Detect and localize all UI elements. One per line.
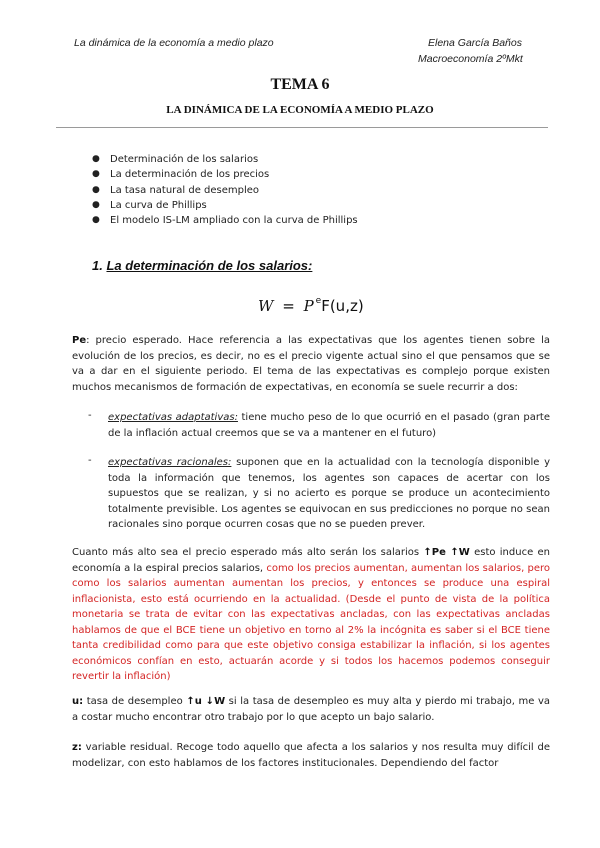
expectation-rational: expectativas racionales: suponen que en la actualidad con la tecnología disponible y toda la información que tenemos, los agentes son capaces de acertar con los supuestos que se realizan, y si no acierto es porque se produce un acontecimiento totalmente previsible. Los agentes se equivocan en sus predicciones no porque no sean racionales sino porque ocurren cosas que no se pueden prever. — [108, 457, 550, 530]
dash-marker: - — [88, 410, 92, 421]
expectation-adaptive: expectativas adaptativas: tiene mucho peso de lo que ocurrió en el pasado (gran parte de la inflación actual creemos que se va a mantener en el futuro) — [108, 412, 551, 439]
wage-equation: W = P $^e$F(u,z) — [258, 296, 364, 315]
list-item: ● La tasa natural de desempleo — [92, 183, 512, 198]
page-title: TEMA 6 — [270, 76, 330, 93]
bullet-icon: ● — [92, 199, 100, 210]
list-item: ● La curva de Phillips — [92, 198, 512, 213]
bullet-icon: ● — [92, 215, 100, 226]
section-number: 1. — [92, 258, 103, 273]
bullet-icon: ● — [92, 184, 100, 195]
bullet-icon: ● — [92, 154, 100, 164]
list-item: ● La determinación de los precios — [92, 167, 512, 182]
section-heading — [92, 258, 312, 273]
topic-list — [92, 152, 512, 228]
price-paragraph: Cuanto más alto sea el precio esperado más alto serán los salarios ↑Pe ↑W esto induce en economía a la espiral precios salarios, como los precios aumentan, aumentan los salarios, pero como los salarios aumentan aumentan los precios, y entonces se produce una espiral inflacionista, esto está ocurriendo en la actualidad. (Desde el punto de vista de la política monetaria se trata de evitar con las expectativas ancladas, con las expectativas ancladas hablamos de que el BCE tiene un objetivo en torno al 2% la incógnita es saber si el BCE tiene tanta credibilidad como para que este objetivo consiga estabilizar la inflación, si los agentes económicos confían en esto, actuarán acorde y si todos los hacemos podemos conseguir revertir la inflación) — [72, 547, 550, 682]
header-course: Macroeconomía 2ºMkt — [418, 53, 523, 65]
bullet-icon: ● — [92, 169, 100, 180]
dash-marker: - — [88, 455, 92, 466]
header-author: Elena García Baños — [428, 37, 522, 49]
pe-paragraph: Pe: precio esperado. Hace referencia a las expectativas que los agentes tienen sobre la evolución de los precios, es decir, no es el precio vigente actual sino el que pensamos que se va a dar en el siguiente periodo. El tema de las expectativas es complejo porque existen muchos mecanismos de formación de expectativas, en economía se suele recurrir a dos: — [72, 335, 550, 393]
header-left: La dinámica de la economía a medio plazo — [74, 37, 274, 49]
list-item: ● El modelo IS-LM ampliado con la curva de Phillips — [92, 213, 512, 228]
page-subtitle: LA DINÁMICA DE LA ECONOMÍA A MEDIO PLAZO — [166, 104, 434, 116]
z-paragraph: z: variable residual. Recoge todo aquello que afecta a los salarios y nos resulta muy difícil de modelizar, con esto hablamos de los factores institucionales. Dependiendo del factor — [72, 742, 550, 769]
title-divider — [56, 127, 548, 128]
highlight-text: como los precios aumentan, aumentan los salarios, pero como los salarios aumentan aumentan los precios, y entonces se produce una espiral inflacionista, esto está ocurriendo en la actualidad. (Desde el punto de vista de la política monetaria se trata de evitar con las expectativas ancladas, con las expectativas ancladas hablamos de que el BCE tiene un objetivo en torno al 2% la incógnita es saber si el BCE tiene tanta credibilidad como para que este objetivo consiga estabilizar la inflación, si los agentes económicos confían en esto, actuarán acorde y si todos los hacemos podemos conseguir revertir la inflación) — [72, 562, 550, 682]
list-item: ● Determinación de los salarios — [92, 152, 512, 167]
section-title: La determinación de los salarios: — [106, 258, 313, 273]
u-paragraph: u: tasa de desempleo ↑u ↓W si la tasa de desempleo es muy alta y pierdo mi trabajo, me va a costar mucho encontrar otro trabajo por lo que acepto un bajo salario. — [72, 696, 551, 723]
